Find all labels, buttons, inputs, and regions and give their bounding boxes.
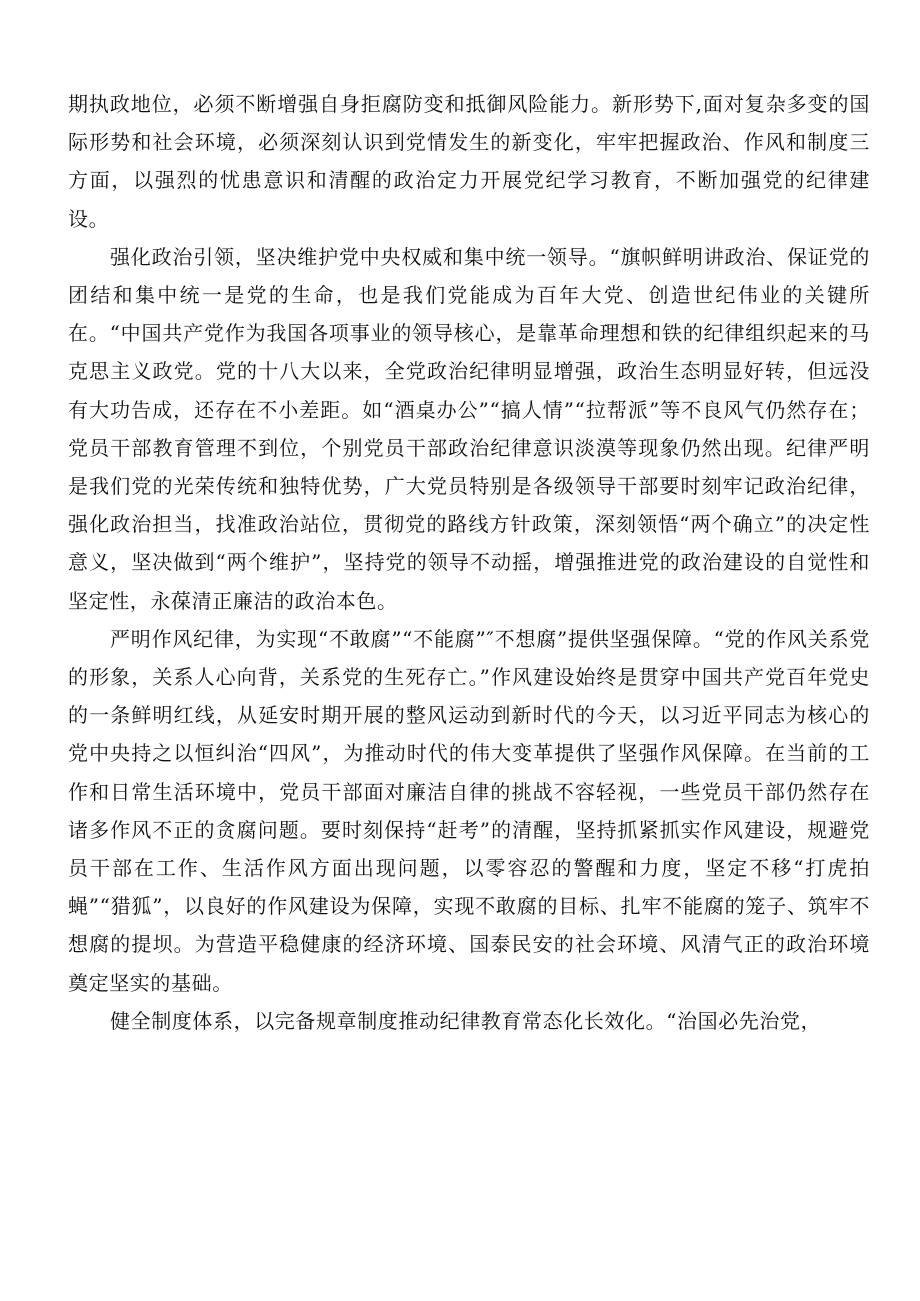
paragraph-political-leadership: 强化政治引领，坚决维护党中央权威和集中统一领导。“旗帜鲜明讲政治、保证党的团结和集中统一是党的生命，也是我们党能成为百年大党、创造世纪伟业的关键所在。“中国共产党作为我国各项事业的领导核心，是靠革命理想和铁的纪律组织起来的马克思主义政党。党的十八大以来，全党政治纪律明显增强，政治生态明显好转，但远没有大功告成，还存在不小差距。如“酒桌办公”“搞人情”“拉帮派”等不良风气仍然存在；党员干部教育管理不到位，个别党员干部政治纪律意识淡漠等现象仍然出现。纪律严明是我们党的光荣传统和独特优势，广大党员特别是各级领导干部要时刻牢记政治纪律，强化政治担当，找准政治站位，贯彻党的路线方针政策，深刻领悟“两个确立”的决定性意义，坚决做到“两个维护”，坚持党的领导不动摇，增强推进党的政治建设的自觉性和坚定性，永葆清正廉洁的政治本色。 [68,244,870,613]
paragraph-continuation: 期执政地位，必须不断增强自身拒腐防变和抵御风险能力。新形势下,面对复杂多变的国际形势和社会环境，必须深刻认识到党情发生的新变化，牢牢把握政治、作风和制度三方面，以强烈的忧患意识和清醒的政治定力开展党纪学习教育，不断加强党的纪律建设。 [68,92,870,231]
document-body [68,85,870,1040]
paragraph-work-style-discipline: 严明作风纪律，为实现“不敢腐”“不能腐”″不想腐”提供坚强保障。“党的作风关系党的形象，关系人心向背，关系党的生死存亡。”作风建设始终是贯穿中国共产党百年党史的一条鲜明红线，从延安时期开展的整风运动到新时代的今天，以习近平同志为核心的党中央持之以恒纠治“四风”，为推动时代的伟大变革提供了坚强作风保障。在当前的工作和日常生活环境中，党员干部面对廉洁自律的挑战不容轻视，一些党员干部仍然存在诸多作风不正的贪腐问题。要时刻保持“赶考”的清醒，坚持抓紧抓实作风建设，规避党员干部在工作、生活作风方面出现问题，以零容忍的警醒和力度，坚定不移“打虎拍蝇”“猎狐”，以良好的作风建设为保障，实现不敢腐的目标、扎牢不能腐的笼子、筑牢不想腐的提坝。为营造平稳健康的经济环境、国泰民安的社会环境、风清气正的政治环境奠定坚实的基础。 [68,626,870,995]
paragraph-institutional-system: 健全制度体系，以完备规章制度推动纪律教育常态化长效化。“治国必先治党， [110,1008,822,1033]
